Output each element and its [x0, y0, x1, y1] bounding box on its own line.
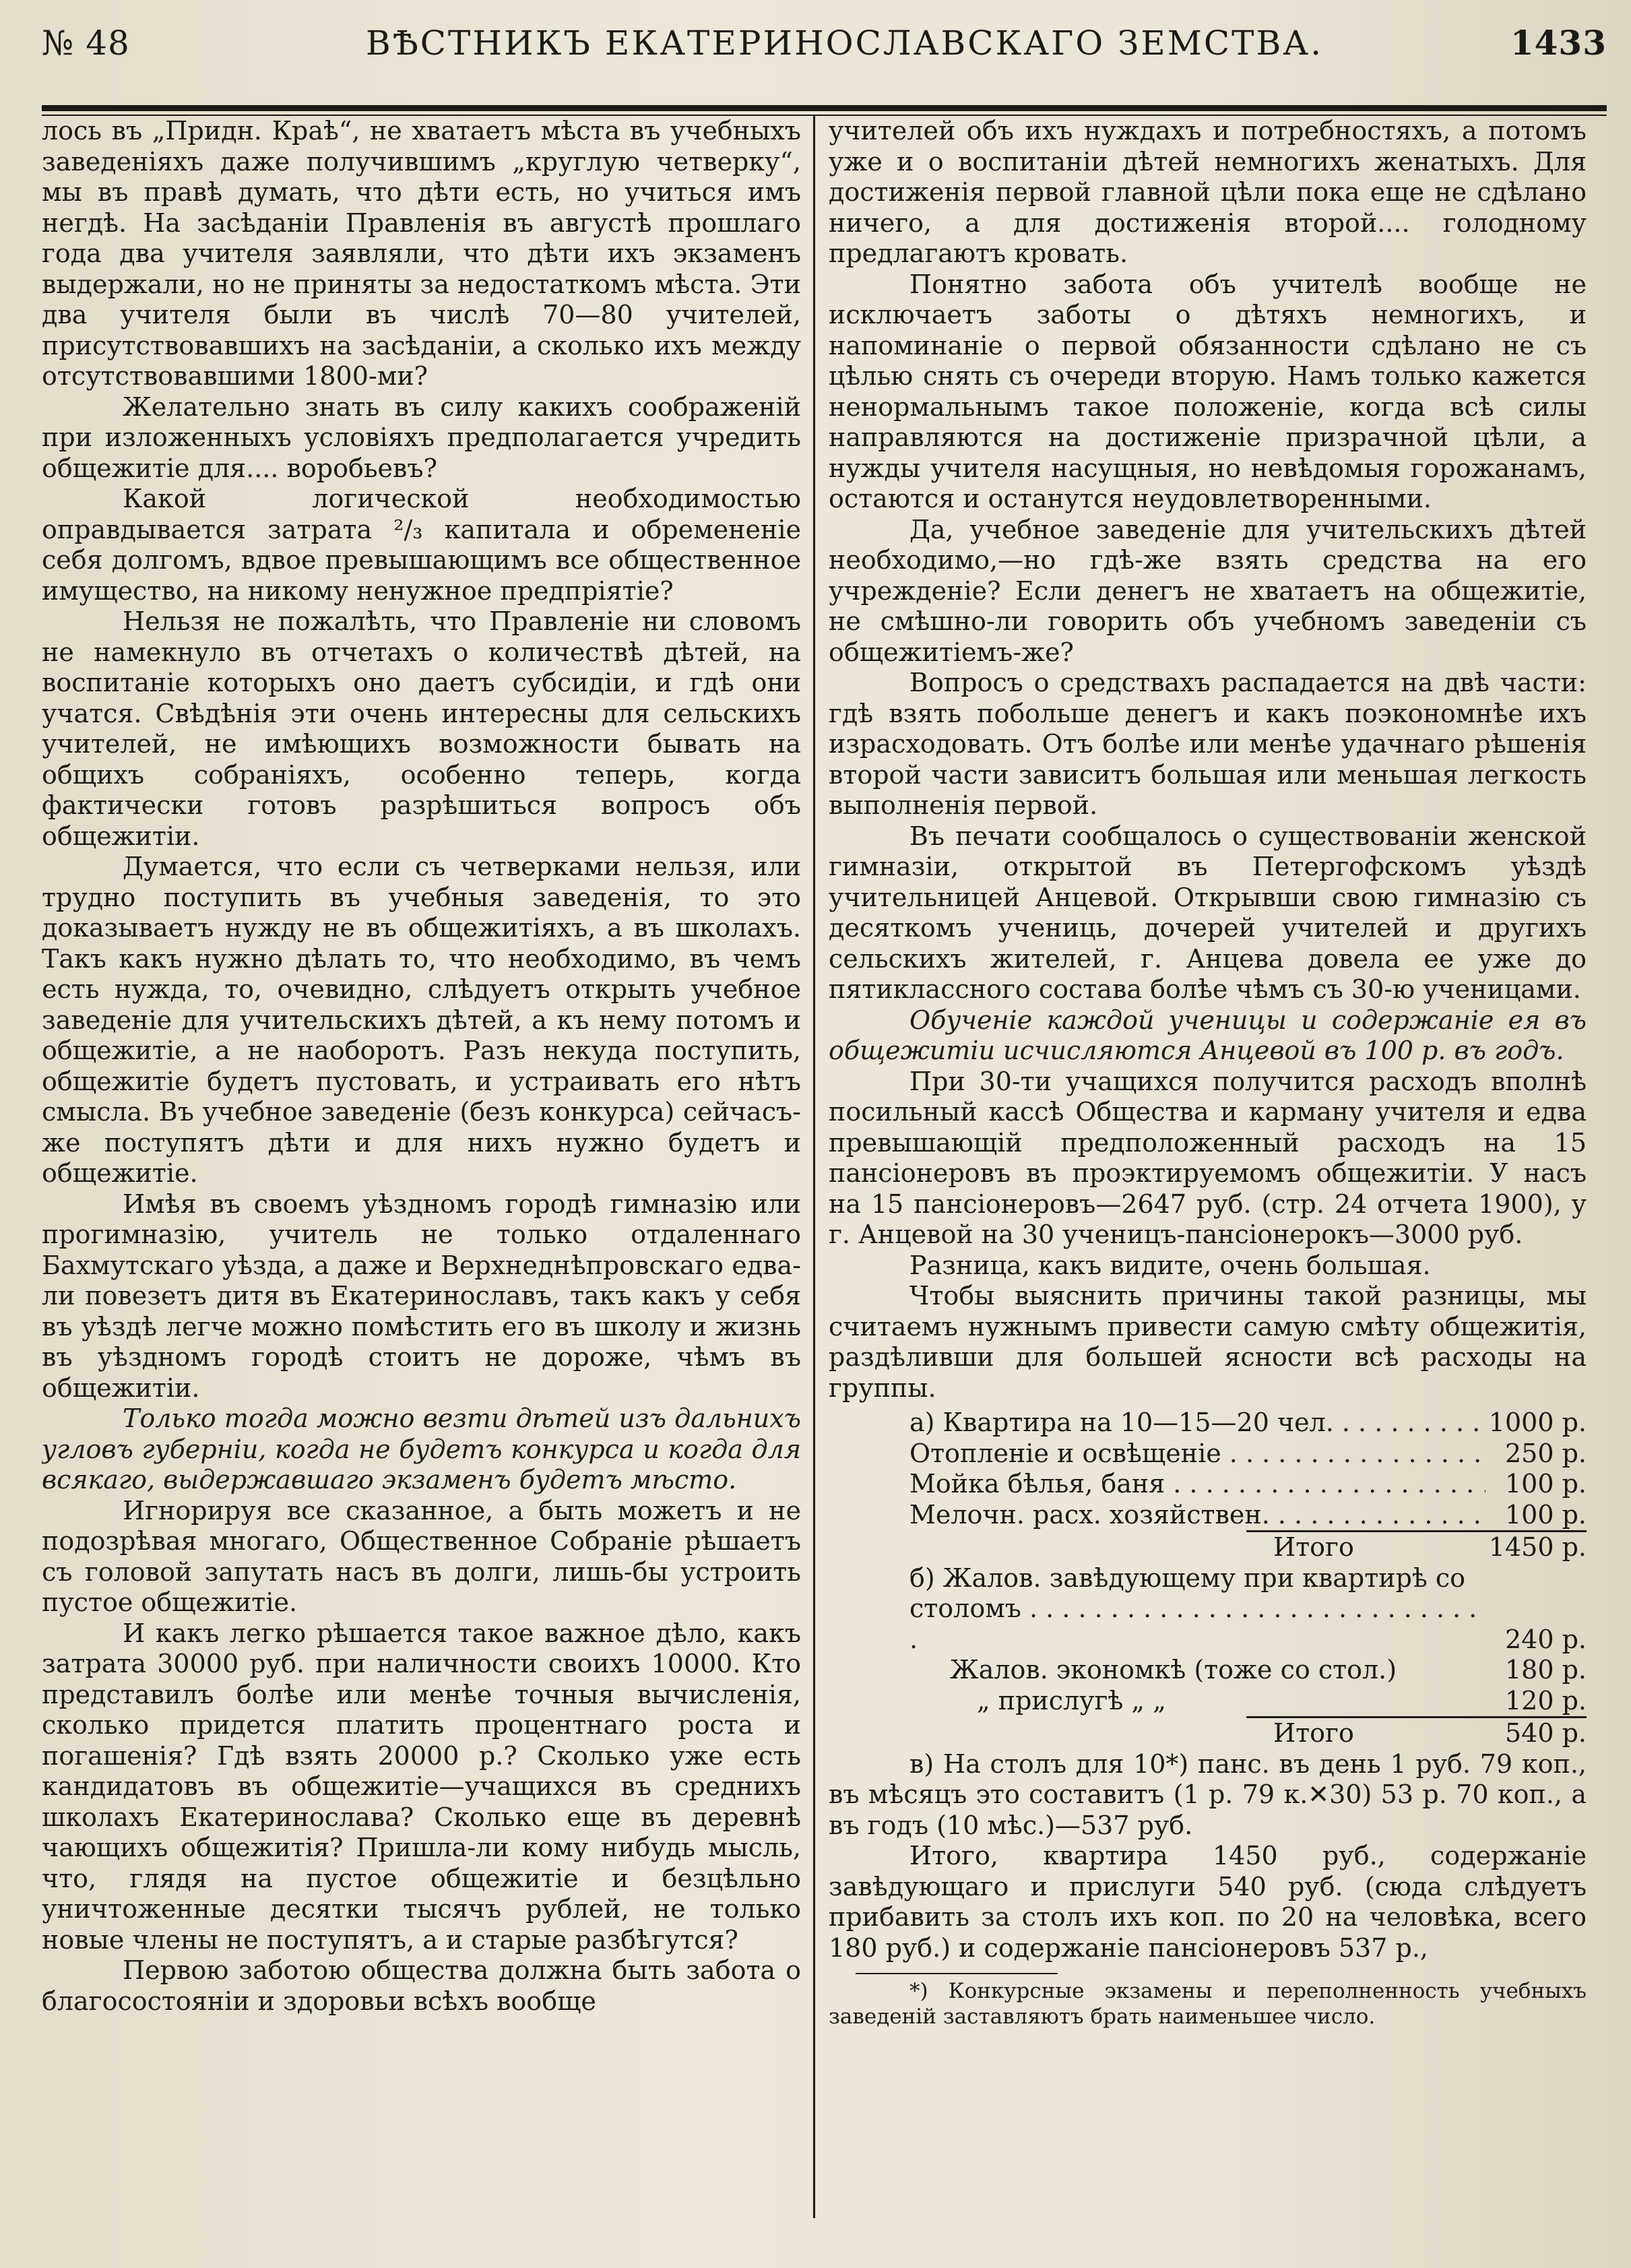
paragraph: лось въ „Придн. Краѣ“, не хватаетъ мѣста въ учебныхъ заведеніяхъ даже получившимъ „круглую четверку“, мы въ правѣ думать, что дѣти есть, но учиться имъ негдѣ. На засѣданіи Правленія въ августѣ прошлаго года два учителя заявляли, что дѣти ихъ экзаменъ выдержали, но не приняты за недостаткомъ мѣста. Эти два учителя были въ числѣ 70—80 учителей, присутствовавшихъ на засѣданіи, а сколько ихъ между отсутствовавшими 1800-ми?	[42, 116, 801, 391]
paragraph: Разница, какъ видите, очень большая.	[909, 1250, 1431, 1280]
paragraph: Да, учебное заведеніе для учительскихъ дѣтей необходимо,—но гдѣ-же взять средства на его учрежденіе? Если денегъ не хватаетъ на общежитіе, не смѣшно-ли говорить объ учебномъ заведеніи съ общежитіемъ-же?	[829, 514, 1587, 667]
text-columns	[42, 116, 1607, 2218]
paragraph: Понятно забота объ учителѣ вообще не исключаетъ заботы о дѣтяхъ немногихъ, и напоминаніе о первой обязанности сдѣлано не съ цѣлью снять съ очереди вторую. Намъ только кажется ненормальнымъ такое положеніе, когда всѣ силы направляются на достиженіе призрачной цѣли, а нужды учителя насущныя, но невѣдомыя горожанамъ, остаются и останутся неудовлетворенными.	[829, 269, 1587, 513]
paragraph: Нельзя не пожалѣть, что Правленіе ни словомъ не намекнуло въ отчетахъ о количествѣ дѣтей, на воспитаніе которыхъ оно даетъ субсидіи, и гдѣ они учатся. Свѣдѣнія эти очень интересны для сельскихъ учителей, не имѣющихъ возможности бывать на общихъ собраніяхъ, особенно теперь, когда фактически готовъ разрѣшиться вопросъ объ общежитіи.	[42, 606, 801, 851]
cost-label: Отопленіе и освѣщеніе . . .	[829, 1439, 1485, 1470]
cost-row	[829, 1563, 1587, 1656]
paragraph: Какой логической необходимостью оправдывается затрата ²/₃ капитала и обремененіе себя долгомъ, вдвое превышающимъ все общественное имущество, на никому ненужное предпріятіе?	[42, 484, 801, 606]
cost-label: Жалов. экономкѣ (тоже со стол.)	[950, 1655, 1397, 1684]
paragraph: в) На столъ для 10*) панс. въ день 1 руб. 79 коп., въ мѣсяцъ это составитъ (1 р. 79 к.✕30) 53 р. 70 коп., а въ годъ (10 мѣс.)—537 руб.	[829, 1749, 1587, 1840]
cost-row	[829, 1500, 1587, 1531]
paragraph: Имѣя въ своемъ уѣздномъ городѣ гимназію или прогимназію, учитель не только отдаленнаго Бахмутскаго уѣзда, а даже и Верхнеднѣпровскаго едва-ли повезетъ дитя въ Екатеринославъ, такъ какъ у себя въ уѣздѣ легче можно помѣстить его въ школу и жизнь въ уѣздномъ городѣ стоитъ не дороже, чѣмъ въ общежитіи.	[42, 1189, 801, 1403]
cost-total-b	[1246, 1716, 1587, 1749]
cost-row	[829, 1655, 1587, 1686]
paragraph: Первою заботою общества должна быть забота о благосостояніи и здоровьи всѣхъ вообще	[42, 1955, 801, 2016]
cost-total-a	[1246, 1530, 1587, 1563]
issue-number: № 48	[42, 24, 130, 63]
paragraph: Думается, что если съ четверками нельзя, или трудно поступить въ учебныя заведенія, то это доказываетъ нужду не въ общежитіяхъ, а въ школахъ. Такъ какъ нужно дѣлать то, что необходимо, въ чемъ есть нужда, то, очевидно, слѣдуетъ открыть учебное заведеніе для учительскихъ дѣтей, а къ нему потомъ и общежитіе, а не наоборотъ. Разъ некуда поступить, общежитіе будетъ пустовать, и устраивать его нѣтъ смысла. Въ учебное заведеніе (безъ конкурса) сейчасъ-же поступятъ дѣти и для нихъ нужно будетъ и общежитіе.	[42, 852, 801, 1188]
header-rule-thick	[42, 105, 1607, 111]
cost-label: б) Жалов. завѣдующему при квартирѣ со столомъ . . .	[829, 1563, 1485, 1656]
left-column	[42, 116, 813, 2218]
cost-row	[829, 1408, 1587, 1439]
cost-row	[829, 1439, 1587, 1470]
cost-row	[829, 1686, 1587, 1717]
page-number: 1433	[1510, 23, 1607, 63]
footnote-rule	[856, 1973, 1058, 1974]
cost-row	[829, 1469, 1587, 1500]
paragraph: Итого, квартира 1450 руб., содержаніе завѣдующаго и прислуги 540 руб. (сюда слѣдуетъ прибавить за столъ ихъ коп. по 20 на человѣка, всего 180 руб.) и содержаніе пансіонеровъ 537 р.,	[829, 1841, 1587, 1963]
paragraph: Желательно знать въ силу какихъ соображеній при изложенныхъ условіяхъ предполагается учредить общежитіе для.... воробьевъ?	[42, 391, 801, 483]
cost-value: 250 р.	[1504, 1438, 1587, 1468]
journal-title: ВѢСТНИКЪ ЕКАТЕРИНОСЛАВСКАГО ЗЕМСТВА.	[365, 24, 1324, 63]
total-value: 1450 р.	[1488, 1532, 1587, 1562]
total-label: Итого	[1273, 1718, 1354, 1748]
cost-value: 1000 р.	[1488, 1408, 1587, 1437]
paragraph: Вопросъ о средствахъ распадается на двѣ части: гдѣ взять побольше денегъ и какъ поэкономнѣе ихъ израсходовать. Отъ болѣе или менѣе удачнаго рѣшенія второй части зависитъ большая или меньшая легкость выполненія первой.	[829, 668, 1587, 820]
paragraph: При 30-ти учащихся получится расходъ вполнѣ посильный кассѣ Общества и карману учителя и едва превышающій предположенный расходъ на 15 пансіонеровъ въ проэктируемомъ общежитіи. У насъ на 15 пансіонеровъ—2647 руб. (стр. 24 отчета 1900), у г. Анцевой на 30 ученицъ-пансіонерокъ—3000 руб.	[829, 1066, 1587, 1249]
paragraph: Въ печати сообщалось о существованіи женской гимназіи, открытой въ Петергофскомъ уѣздѣ учительницей Анцевой. Открывши свою гимназію съ десяткомъ учениць, дочерей учителей и другихъ сельскихъ жителей, г. Анцева довела ее уже до пятиклассного состава болѣе чѣмъ съ 30-ю ученицами.	[829, 821, 1587, 1004]
cost-value: 100 р.	[1504, 1499, 1587, 1530]
total-label: Итого	[1273, 1532, 1354, 1562]
paragraph: учителей объ ихъ нуждахъ и потребностяхъ, а потомъ уже и о воспитаніи дѣтей немногихъ женатыхъ. Для достиженія первой главной цѣли пока еще не сдѣлано ничего, а для достиженія второй.... голодному предлагаютъ кровать.	[829, 116, 1587, 268]
page-header	[42, 23, 1607, 70]
cost-value: 120 р.	[1504, 1685, 1587, 1715]
cost-label: Мойка бѣлья, баня . . .	[829, 1469, 1485, 1500]
cost-value: 240 р.	[1504, 1624, 1587, 1654]
cost-label: „ прислугѣ „ „	[977, 1685, 1166, 1715]
cost-table	[829, 1408, 1587, 1749]
right-column	[815, 116, 1587, 2218]
cost-value: 180 р.	[1504, 1655, 1587, 1684]
total-value: 540 р.	[1504, 1718, 1587, 1748]
paragraph: И какъ легко рѣшается такое важное дѣло, какъ затрата 30000 руб. при наличности своихъ 10000. Кто представилъ болѣе или менѣе точныя вычисленія, сколько придется платить процентнаго роста и погашенія? Гдѣ взять 20000 р.? Сколько уже есть кандидатовъ въ общежитіе—учащихся въ среднихъ школахъ Екатеринослава? Сколько еще въ деревнѣ чающихъ общежитія? Пришла-ли кому нибудь мысль, что, глядя на пустое общежитіе и безцѣльно уничтоженные десятки тысячъ рублей, не только новые члены не поступятъ, а и старые разбѣгутся?	[42, 1618, 801, 1955]
cost-value: 100 р.	[1504, 1469, 1587, 1499]
footnote: *) Конкурсные экзамены и переполненность учебныхъ заведеній заставляютъ брать наименьшее число.	[829, 1979, 1587, 2029]
italic-paragraph: Только тогда можно везти дѣтей изъ дальнихъ угловъ губерніи, когда не будетъ конкурса и когда для всякаго, выдержавшаго экзаменъ будетъ мѣсто.	[42, 1404, 801, 1494]
paragraph: Игнорируя все сказанное, а быть можетъ и не подозрѣвая многаго, Общественное Собраніе рѣшаетъ съ головой запутать насъ въ долги, лишь-бы устроить пустое общежитіе.	[42, 1495, 801, 1617]
italic-paragraph: Обученіе каждой ученицы и содержаніе ея въ общежитіи исчисляются Анцевой въ 100 р. въ годъ.	[829, 1005, 1587, 1065]
cost-label: а) Квартира на 10—15—20 чел. . . .	[829, 1408, 1485, 1439]
paragraph: Чтобы выяснить причины такой разницы, мы считаемъ нужнымъ привести самую смѣту общежитія, раздѣливши для большей ясности всѣ расходы на группы.	[829, 1281, 1587, 1403]
cost-label: Мелочн. расх. хозяйствен. . . .	[829, 1500, 1485, 1531]
